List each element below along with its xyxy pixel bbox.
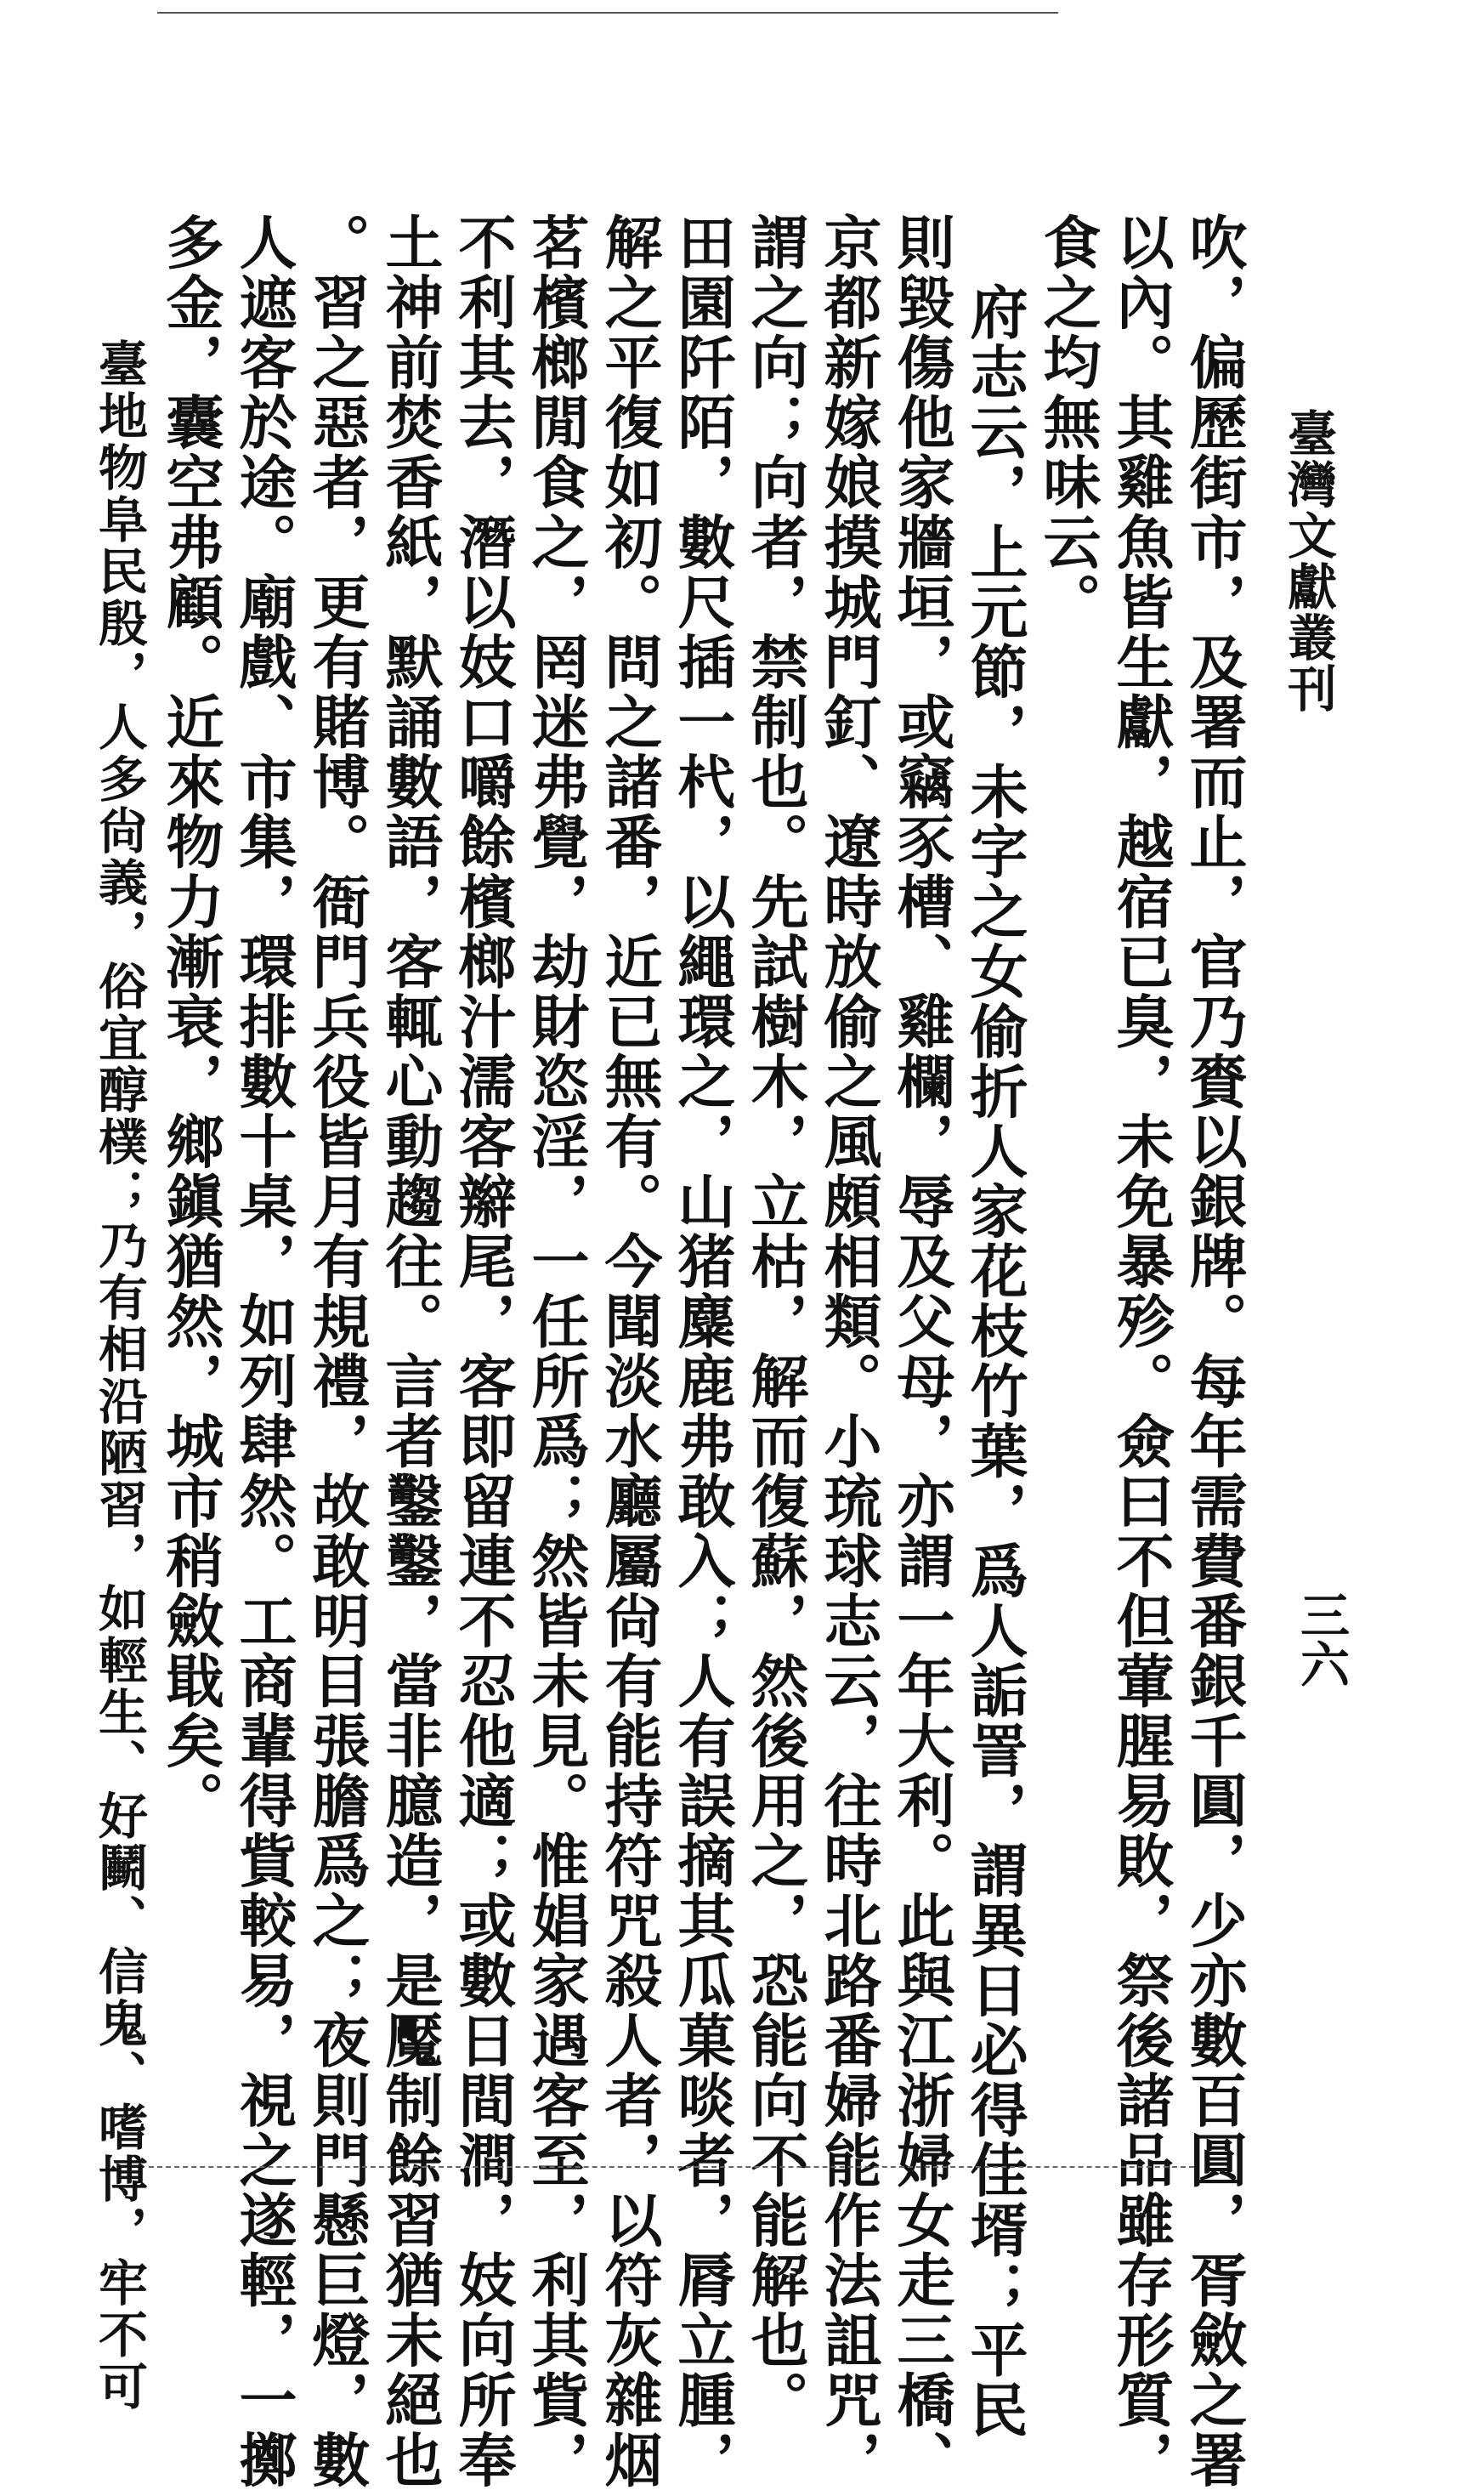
text-column: 不利其去，潛以妓口嚼餘檳榔汁濡客辮尾，客即留連不忍他適；或數日間澗，妓向所奉 (449, 213, 517, 2490)
text-column: 京都新嫁娘摸城門釘、遼時放偷之風頗相類。小琉球志云，往時北路番婦能作法詛咒， (814, 213, 882, 2490)
text-column: 吹，偏歷街市，及署而止，官乃賚以銀牌。每年需費番銀千圓，少亦數百圓，胥斂之署 (1180, 213, 1248, 2490)
text-column: 府志云，上元節，未字之女偷折人家花枝竹葉，爲人詬詈，謂異日必得佳壻；平民 (960, 282, 1028, 2440)
bottom-rule (149, 2166, 1194, 2170)
text-column: 田園阡陌，數尺插一杙，以繩環之，山猪麋鹿弗敢入；人有誤摘其瓜菓啖者，脣立腫， (668, 213, 736, 2490)
text-column: 。習之惡者，更有賭博。衙門兵役皆月有規禮，故敢明目張膽爲之；夜則門懸巨燈，數 (303, 213, 371, 2490)
running-header-title: 臺灣文獻叢刊 (1279, 408, 1337, 714)
page-number: 三六 (1292, 1590, 1350, 1688)
text-column: 茗檳榔閒食之，罔迷弗覺，劫財恣淫，一任所爲；然皆未見。惟娼家遇客至，利其貲， (522, 213, 590, 2490)
text-column: 則毀傷他家牆垣，或竊豕槽、雞欄，辱及父母，亦謂一年大利。此與江浙婦女走三橋、 (887, 213, 955, 2490)
text-column: 多金，囊空弗顧。近來物力漸衰，鄉鎭猶然，城市稍斂戢矣。 (156, 213, 224, 1831)
text-column: 解之平復如初。問之諸番，近已無有。今聞淡水廳屬尙有能持符咒殺人者，以符灰雜烟 (595, 213, 663, 2490)
text-column: 食之均無味云。 (1034, 213, 1102, 632)
text-column: 謂之向；向者，禁制也。先試樹木，立枯，解而復蘇，然後用之，恐能向不能解也。 (741, 213, 809, 2430)
text-column: 人遮客於途。廟戲、市集，環排數十桌，如列肆然。工商輩得貲較易，視之遂輕，一擲 (229, 213, 297, 2490)
text-column: 以內。其雞魚皆生獻，越宿已臭，未免暴殄。僉曰不但葷腥易敗，祭後諸品雖存形質， (1107, 213, 1175, 2490)
text-column: 土神前焚香紙，默誦數語，客輒心動趨往。言者鑿鑿，當非臆造，是魘制餘習猶未絕也 (376, 213, 444, 2490)
footnote-column: 臺地物阜民殷，人多尙義，俗宜醇樸；乃有相沿陋習，如輕生、好鬭、信鬼、嗜博，牢不可 (90, 338, 148, 2413)
top-rule (157, 12, 1058, 14)
